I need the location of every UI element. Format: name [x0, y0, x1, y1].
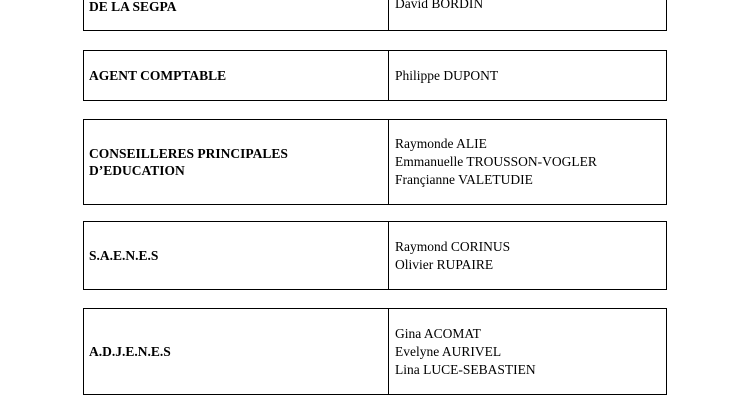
role-cell [84, 222, 389, 289]
staff-row-adjenes [83, 308, 667, 395]
role-label: S.A.E.N.E.S [89, 248, 159, 263]
role-label: AGENT COMPTABLE [89, 68, 227, 83]
staff-name: Evelyne AURIVEL [395, 343, 502, 359]
names-cell [389, 222, 666, 289]
staff-name: Lina LUCE-SEBASTIEN [395, 361, 536, 377]
staff-row-agent-comptable [83, 50, 667, 101]
staff-row-conseilleres [83, 119, 667, 205]
role-cell [84, 309, 389, 394]
staff-name: David BORDIN [395, 0, 484, 11]
staff-row-saenes [83, 221, 667, 290]
role-cell [84, 51, 389, 100]
staff-name: Raymonde ALIE [395, 136, 487, 151]
names-cell [389, 309, 666, 394]
staff-name: Emmanuelle TROUSSON-VOGLER [395, 154, 597, 169]
staff-name: Philippe DUPONT [395, 67, 499, 83]
staff-name: Raymond CORINUS [395, 238, 511, 254]
role-cell [84, 0, 389, 30]
role-label: DE LA SEGPA [89, 0, 177, 14]
names-cell [389, 51, 666, 100]
names-cell [389, 120, 666, 204]
role-label: CONSEILLERES PRINCIPALES D’EDUCATION [89, 146, 288, 178]
role-label: A.D.J.E.N.E.S [89, 344, 171, 359]
role-cell [84, 120, 389, 204]
staff-name: Françianne VALETUDIE [395, 172, 533, 187]
staff-name: Gina ACOMAT [395, 325, 481, 341]
staff-row-segpa [83, 0, 667, 31]
staff-name: Olivier RUPAIRE [395, 256, 494, 272]
names-cell [389, 0, 666, 30]
